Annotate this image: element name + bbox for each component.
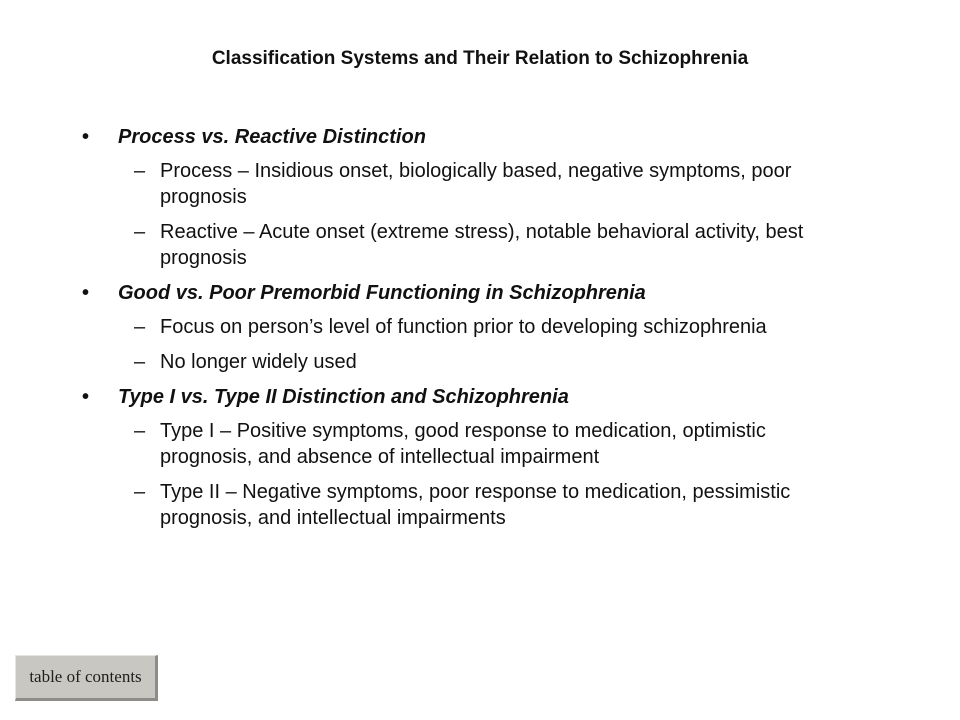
section-heading: [80, 280, 840, 306]
dash-marker: –: [134, 221, 146, 243]
dash-marker: –: [134, 160, 146, 182]
table-of-contents-button[interactable]: table of contents: [15, 655, 158, 701]
list-item-text: No longer widely used: [160, 351, 357, 373]
bullet-marker: •: [82, 126, 90, 148]
section-heading-text: Good vs. Poor Premorbid Functioning in Schizophrenia: [118, 282, 646, 304]
list-item: [80, 479, 840, 531]
bullet-marker: •: [82, 282, 90, 304]
list-item: [80, 349, 840, 375]
list-item-text: Process – Insidious onset, biologically based, negative symptoms, poor prognosis: [160, 160, 792, 208]
dash-marker: –: [134, 481, 146, 503]
list-item: [80, 158, 840, 210]
section-heading: [80, 384, 840, 410]
list-item-text: Type II – Negative symptoms, poor response to medication, pessimistic prognosis, and intellectual impairments: [160, 481, 791, 529]
list-item: [80, 314, 840, 340]
dash-marker: –: [134, 420, 146, 442]
dash-marker: –: [134, 316, 146, 338]
list-item-text: Reactive – Acute onset (extreme stress), notable behavioral activity, best prognosis: [160, 221, 804, 269]
dash-marker: –: [134, 351, 146, 373]
list-item-text: Focus on person’s level of function prior to developing schizophrenia: [160, 316, 767, 338]
slide-title: Classification Systems and Their Relation to Schizophrenia: [211, 48, 749, 69]
bullet-marker: •: [82, 386, 90, 408]
list-item: [80, 418, 840, 470]
list-item: [80, 219, 840, 271]
section-heading-text: Type I vs. Type II Distinction and Schizophrenia: [118, 386, 569, 408]
list-item-text: Type I – Positive symptoms, good response to medication, optimistic prognosis, and absence of intellectual impairment: [160, 420, 766, 468]
section-heading-text: Process vs. Reactive Distinction: [118, 126, 426, 148]
slide-content: [80, 124, 840, 540]
section-heading: [80, 124, 840, 150]
